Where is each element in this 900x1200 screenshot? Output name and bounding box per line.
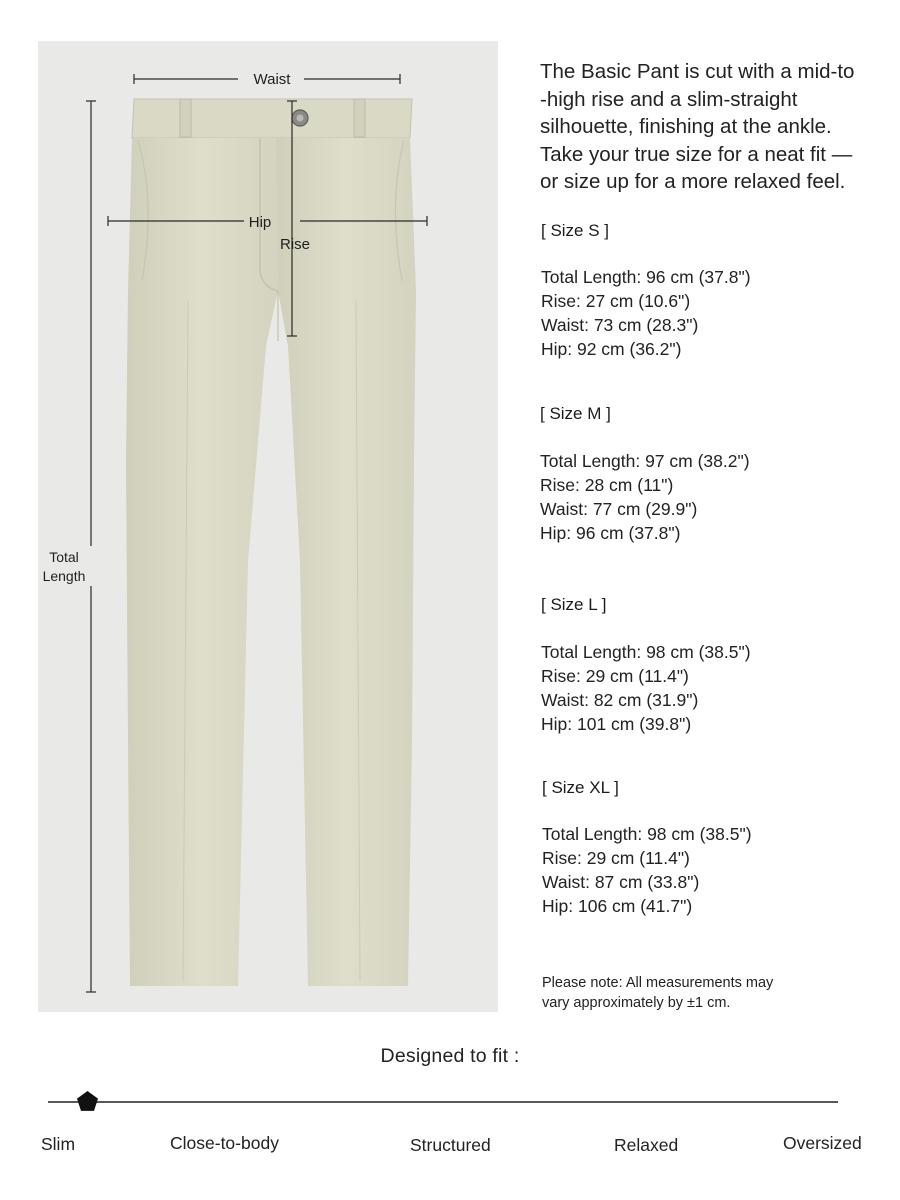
description-line: The Basic Pant is cut with a mid-to <box>540 60 855 83</box>
size-l-hip: Hip: 101 cm (39.8") <box>541 714 692 734</box>
description-line: Take your true size for a neat fit — <box>540 142 853 166</box>
description-line: silhouette, finishing at the ankle. <box>540 115 832 138</box>
fit-option-close-to-body: Close-to-body <box>170 1133 279 1153</box>
fit-option-structured: Structured <box>410 1135 491 1155</box>
size-xl-rise: Rise: 29 cm (11.4") <box>542 848 690 868</box>
size-xl-total-length: Total Length: 98 cm (38.5") <box>542 824 752 844</box>
description-line: -high rise and a slim-straight <box>540 87 798 111</box>
waist-label: Waist <box>253 71 291 88</box>
product-image <box>38 41 498 1012</box>
size-m-heading: [ Size M ] <box>540 404 611 423</box>
product-description <box>540 58 885 196</box>
hip-label: Hip <box>248 214 272 231</box>
size-s-rise: Rise: 27 cm (10.6") <box>541 291 691 311</box>
fit-scale <box>0 1080 900 1130</box>
belt-loop-left <box>180 99 191 137</box>
size-xl-waist: Waist: 87 cm (33.8") <box>542 872 700 892</box>
rise-label: Rise <box>280 236 311 253</box>
size-m-total-length: Total Length: 97 cm (38.2") <box>540 451 750 471</box>
size-l-total-length: Total Length: 98 cm (38.5") <box>541 642 751 662</box>
size-m-rise: Rise: 28 cm (11") <box>540 475 674 495</box>
size-l-waist: Waist: 82 cm (31.9") <box>541 690 699 710</box>
size-xl-heading: [ Size XL ] <box>542 778 619 797</box>
note-line-2: vary approximately by ±1 cm. <box>542 995 731 1011</box>
size-l-rise: Rise: 29 cm (11.4") <box>541 666 689 686</box>
fit-option-slim: Slim <box>41 1134 76 1154</box>
note-line-1: Please note: All measurements may <box>542 975 774 991</box>
total-length-label-line1: Total <box>49 549 79 565</box>
size-s-total-length: Total Length: 96 cm (37.8") <box>541 267 751 287</box>
waistband <box>132 99 412 138</box>
size-m-hip: Hip: 96 cm (37.8") <box>540 523 681 543</box>
belt-loop-right <box>354 99 365 137</box>
size-xl-measurements <box>542 822 752 918</box>
size-s-waist: Waist: 73 cm (28.3") <box>541 315 699 335</box>
fit-option-relaxed: Relaxed <box>614 1135 679 1155</box>
size-xl-hip: Hip: 106 cm (41.7") <box>542 896 693 916</box>
left-leg <box>126 138 278 986</box>
size-m-waist: Waist: 77 cm (29.9") <box>540 499 698 519</box>
size-l-heading: [ Size L ] <box>541 595 607 614</box>
size-s-hip: Hip: 92 cm (36.2") <box>541 339 682 359</box>
measurement-note <box>542 973 773 1013</box>
size-s-heading: [ Size S ] <box>541 221 610 240</box>
fit-marker-pentagon-icon <box>77 1091 98 1111</box>
description-line: or size up for a more relaxed feel. <box>540 170 846 193</box>
pant-illustration <box>38 41 498 1012</box>
right-leg <box>276 138 416 986</box>
size-l-measurements <box>541 640 751 736</box>
fit-title: Designed to fit : <box>380 1045 520 1067</box>
size-s-measurements <box>541 265 751 361</box>
fit-option-oversized: Oversized <box>783 1133 862 1153</box>
total-length-label-line2: Length <box>42 568 86 584</box>
size-m-measurements <box>540 449 750 545</box>
waist-button-center <box>297 115 304 122</box>
